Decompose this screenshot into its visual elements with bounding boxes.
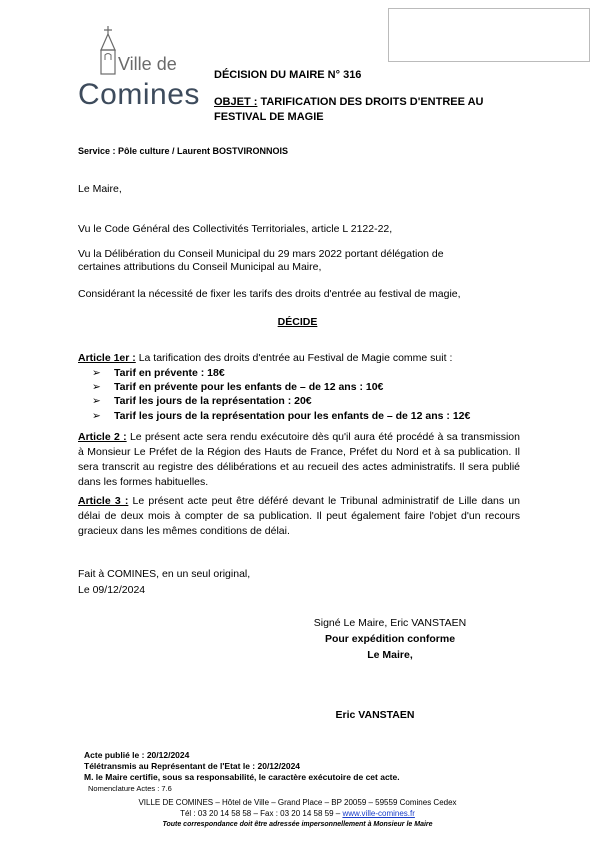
article-2-text: Le présent acte sera rendu exécutoire dès qu'il aura été procédé à sa transmission à Monsieur Le Préfet de la Région des Hauts de France, Préfet du Nord et à sa publication. Il sera transcrit au registre des délibérations et au recueil des actes administratifs. Il sera publié dans les formes habituelles. [78, 431, 520, 488]
logo-comines-text: Comines [78, 78, 200, 111]
tariff-text: Tarif en prévente : 18€ [114, 367, 225, 379]
arrow-bullet-icon: ➢ [92, 367, 101, 379]
certification: M. le Maire certifie, sous sa responsabilité, le caractère exécutoire de cet acte. [84, 772, 400, 782]
fait-a: Fait à COMINES, en un seul original, [78, 568, 251, 580]
tariff-text: Tarif en prévente pour les enfants de – de 12 ans : 10€ [114, 381, 384, 393]
tariff-text: Tarif les jours de la représentation : 20€ [114, 395, 312, 407]
decision-date: Le 09/12/2024 [78, 584, 146, 596]
decision-title: DÉCISION DU MAIRE N° 316 [214, 69, 362, 81]
signatory-name: Eric VANSTAEN [335, 709, 415, 721]
article-3-text: Le présent acte peut être déféré devant le Tribunal administratif de Lille dans un délai de deux mois à compter de sa publication. Il peut également faire l'objet d'un recours gracieux dans les mêmes conditions de délai. [78, 495, 520, 537]
tariff-item [92, 409, 470, 423]
decision-objet [214, 95, 534, 125]
article-2-label: Article 2 : [78, 431, 127, 443]
article-2 [78, 430, 520, 490]
service-line: Service : Pôle culture / Laurent BOSTVIRONNOIS [78, 146, 289, 156]
arrow-bullet-icon: ➢ [92, 410, 101, 422]
article-1 [78, 351, 520, 366]
arrow-bullet-icon: ➢ [92, 381, 101, 393]
tariff-item [92, 394, 312, 408]
tariff-text: Tarif les jours de la représentation pour les enfants de – de 12 ans : 12€ [114, 410, 471, 422]
nomenclature: Nomenclature Actes : 7.6 [88, 784, 172, 793]
article-3-label: Article 3 : [78, 495, 129, 507]
arrow-bullet-icon: ➢ [92, 395, 101, 407]
article-1-label: Article 1er : [78, 352, 136, 364]
footer-contact [0, 808, 595, 819]
tariff-item [92, 366, 225, 380]
salutation: Le Maire, [78, 183, 122, 195]
objet-text: TARIFICATION DES DROITS D'ENTREE AU FESTIVAL DE MAGIE [214, 96, 484, 123]
signature-role: Le Maire, [367, 649, 413, 661]
reception-stamp-box [388, 8, 590, 62]
article-1-text: La tarification des droits d'entrée au Festival de Magie comme suit : [135, 352, 453, 364]
considerant: Considérant la nécessité de fixer les tarifs des droits d'entrée au festival de magie, [78, 288, 461, 300]
vu-code: Vu le Code Général des Collectivités Territoriales, article L 2122-22, [78, 223, 393, 235]
footer-address: VILLE DE COMINES – Hôtel de Ville – Grand Place – BP 20059 – 59559 Comines Cedex [138, 798, 457, 807]
article-3 [78, 494, 520, 539]
logo-ville-text: Ville de [118, 54, 177, 74]
acte-publie: Acte publié le : 20/12/2024 [84, 750, 190, 760]
vu-deliberation: Vu la Délibération du Conseil Municipal du 29 mars 2022 portant délégation de certaines attributions du Conseil Municipal au Maire, [78, 248, 444, 273]
website-link[interactable]: www.ville-comines.fr [342, 809, 415, 818]
tariff-item [92, 380, 383, 394]
signature-line: Signé Le Maire, Eric VANSTAEN [313, 617, 467, 629]
decide-heading: DÉCIDE [277, 316, 318, 328]
footer-tel: Tél : 03 20 14 58 58 – Fax : 03 20 14 58 59 – [180, 809, 343, 818]
teletransmis: Télétransmis au Représentant de l'Etat le : 20/12/2024 [84, 761, 301, 771]
city-logo [78, 24, 198, 114]
footer-correspondence: Toute correspondance doit être adressée impersonnellement à Monsieur le Maire [162, 821, 433, 828]
objet-label: OBJET : [214, 96, 258, 108]
expedition-conforme: Pour expédition conforme [324, 633, 456, 645]
